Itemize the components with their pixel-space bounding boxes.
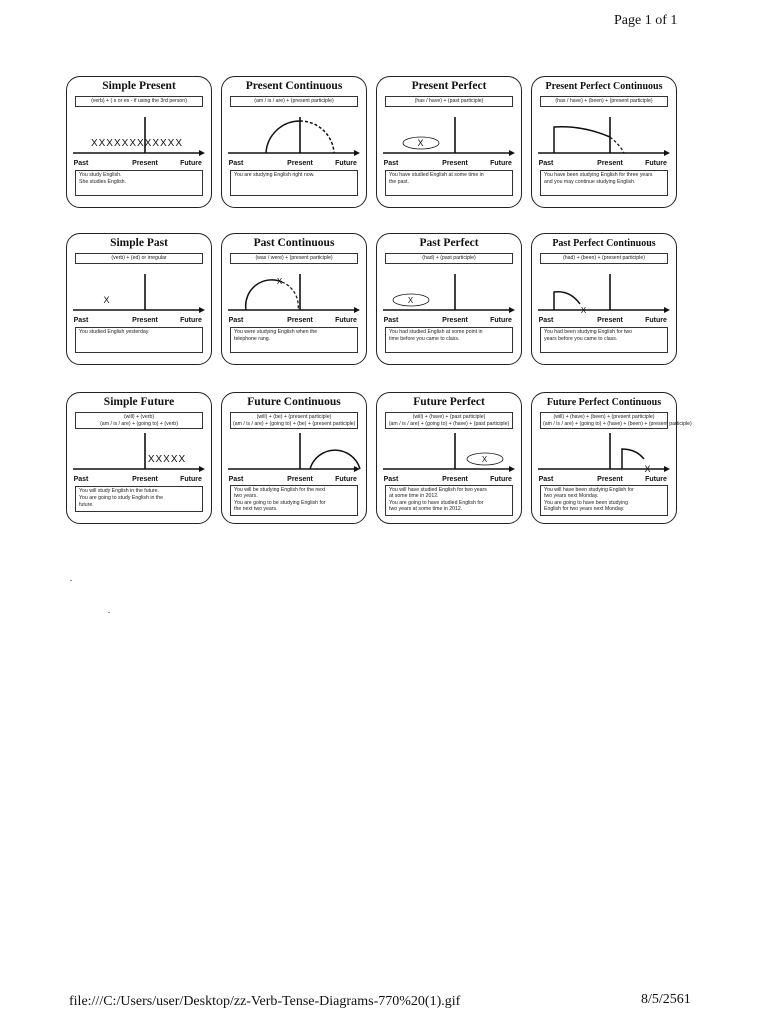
- example-line: at some time in 2012.: [389, 493, 439, 500]
- tense-formula: [540, 412, 692, 429]
- timeline-arrow: [199, 150, 205, 156]
- example-line: You studied English yesterday.: [79, 329, 150, 335]
- timeline-label-present: Present: [597, 160, 623, 167]
- example-sentence: [75, 327, 203, 353]
- tense-card-present-perfect: [376, 76, 522, 208]
- example-line: You will study English in the future.: [79, 488, 159, 494]
- event-mark: X: [580, 306, 588, 315]
- tense-title: Present Continuous: [245, 80, 343, 92]
- example-line: and you may continue studying English.: [544, 178, 636, 185]
- timeline-label-past: Past: [73, 476, 89, 483]
- tense-formula: [75, 412, 203, 429]
- timeline-label-future: Future: [335, 160, 357, 167]
- timeline-diagram: [71, 429, 207, 485]
- tense-card-future-perfect: [376, 392, 522, 524]
- example-line: You are going to be studying English for: [234, 499, 326, 506]
- timeline-label-present: Present: [132, 160, 158, 167]
- timeline-diagram: [536, 270, 672, 326]
- action-arc-interrupted: [282, 282, 298, 310]
- tense-card-future-continuous: [221, 392, 367, 524]
- tense-title: Future Perfect: [413, 396, 485, 408]
- timeline-label-present: Present: [132, 317, 158, 324]
- example-line: two years.: [234, 493, 258, 500]
- timeline-label-future: Future: [490, 476, 512, 483]
- event-mark: X: [407, 296, 415, 305]
- timeline-arrow: [354, 150, 360, 156]
- tense-title: Past Perfect: [419, 237, 479, 249]
- timeline-label-past: Past: [228, 160, 244, 167]
- example-line: You will have been studying English for: [544, 487, 634, 493]
- tense-title: Past Perfect Continuous: [552, 238, 656, 249]
- example-sentence: [540, 485, 668, 516]
- example-sentence: [385, 327, 513, 353]
- timeline-label-present: Present: [442, 160, 468, 167]
- formula-line: (had) + (been) + (present participle): [563, 255, 645, 261]
- formula-line: (am / is / are) + (going to) + (have) + (been) + (present participle): [543, 420, 692, 427]
- formula-line: (will) + (be) + (present participle): [256, 414, 332, 420]
- tense-formula: [540, 96, 668, 107]
- timeline-diagram: [226, 113, 362, 169]
- timeline-label-present: Present: [132, 476, 158, 483]
- example-line: years before you came to class.: [544, 335, 618, 342]
- timeline-label-present: Present: [287, 160, 313, 167]
- formula-line: (has / have) + (been) + (present participle): [555, 98, 653, 104]
- formula-line: (has / have) + (past participle): [414, 98, 484, 104]
- timeline-label-past: Past: [538, 476, 554, 483]
- timeline-diagram: [536, 429, 672, 485]
- tense-formula: [230, 253, 358, 264]
- example-sentence: [230, 170, 358, 196]
- timeline-diagram: [381, 270, 517, 326]
- page-number: Page 1 of 1: [614, 13, 678, 28]
- example-line: the next two years.: [234, 506, 278, 513]
- example-line: You were studying English when the: [234, 329, 318, 335]
- timeline-arrow: [509, 466, 515, 472]
- tense-title: Simple Past: [110, 237, 168, 249]
- timeline-label-present: Present: [442, 476, 468, 483]
- timeline-arrow: [509, 150, 515, 156]
- example-sentence: [230, 485, 358, 516]
- timeline-arrow: [354, 307, 360, 313]
- tense-formula: [230, 96, 358, 107]
- timeline-label-past: Past: [538, 160, 554, 167]
- timeline-label-future: Future: [180, 160, 202, 167]
- example-sentence: [540, 170, 668, 196]
- action-curve: [554, 127, 610, 153]
- timeline-diagram: [226, 270, 362, 326]
- event-mark: X: [481, 455, 489, 464]
- example-line: You will have studied English for two years: [389, 487, 487, 493]
- tense-title: Present Perfect Continuous: [545, 81, 663, 92]
- example-line: two years at some time in 2012.: [389, 506, 463, 513]
- example-line: You are studying English right now.: [234, 172, 315, 178]
- example-sentence: [385, 170, 513, 196]
- timeline-label-past: Past: [73, 160, 89, 167]
- example-sentence: [75, 486, 203, 512]
- tense-title: Simple Present: [102, 80, 176, 92]
- timeline-arrow: [199, 466, 205, 472]
- tense-card-simple-future: [66, 392, 212, 524]
- file-path: file:///C:/Users/user/Desktop/zz-Verb-Tense-Diagrams-770%20(1).gif: [69, 994, 461, 1009]
- timeline-arrow: [664, 307, 670, 313]
- timeline-diagram: [71, 270, 207, 326]
- tense-card-future-perfect-continuous: [531, 392, 692, 524]
- tense-title: Present Perfect: [411, 80, 487, 92]
- timeline-arrow: [199, 307, 205, 313]
- formula-line: (verb) + ( s or es - if using the 3rd person): [91, 98, 187, 104]
- event-mark: XXXXXXXXXXXX: [90, 138, 184, 149]
- tense-formula: [385, 412, 513, 429]
- timeline-diagram: [381, 113, 517, 169]
- formula-line: (was / were) + (present participle): [255, 255, 333, 261]
- tense-title: Simple Future: [103, 396, 175, 408]
- scan-speck: [70, 580, 72, 581]
- formula-line: (am / is / are) + (going to) + (be) + (present participle): [233, 420, 356, 427]
- example-sentence: [540, 327, 668, 353]
- timeline-diagram: [381, 429, 517, 485]
- timeline-label-future: Future: [490, 317, 512, 324]
- example-line: telephone rang.: [234, 335, 271, 342]
- action-arc-continuing: [300, 121, 334, 153]
- timeline-label-future: Future: [490, 160, 512, 167]
- timeline-diagram: [71, 113, 207, 169]
- tense-title: Past Continuous: [253, 237, 335, 249]
- example-line: You will be studying English for the next: [234, 487, 326, 493]
- timeline-label-present: Present: [597, 317, 623, 324]
- timeline-label-future: Future: [645, 160, 667, 167]
- timeline-label-present: Present: [287, 317, 313, 324]
- action-arc: [310, 450, 360, 469]
- formula-line: (verb) + (ed) or irregular: [111, 255, 167, 261]
- example-line: She studies English.: [79, 178, 127, 185]
- tense-formula: [385, 253, 513, 264]
- timeline-label-past: Past: [73, 317, 89, 324]
- example-line: the past.: [389, 178, 409, 185]
- example-line: You are going to have studied English for: [389, 499, 484, 506]
- formula-line: (am / is / are) + (going to) + (verb): [100, 420, 178, 427]
- example-line: You study English.: [79, 172, 122, 178]
- timeline-label-past: Past: [228, 476, 244, 483]
- formula-line: (will) + (have) + (past participle): [412, 414, 486, 420]
- example-line: English for two years next Monday.: [544, 506, 625, 513]
- tense-card-simple-past: [66, 233, 212, 365]
- timeline-label-future: Future: [180, 476, 202, 483]
- timeline-label-past: Past: [228, 317, 244, 324]
- example-line: You are going to have been studying: [544, 499, 629, 506]
- tense-card-past-perfect-continuous: [531, 233, 677, 365]
- action-curve: [622, 449, 644, 469]
- example-sentence: [230, 327, 358, 353]
- timeline-label-past: Past: [538, 317, 554, 324]
- example-sentence: [385, 485, 513, 516]
- tense-title: Future Perfect Continuous: [546, 397, 662, 408]
- tense-formula: [385, 96, 513, 107]
- timeline-label-future: Future: [180, 317, 202, 324]
- tense-card-simple-present: [66, 76, 212, 208]
- event-mark: X: [276, 277, 284, 286]
- timeline-label-future: Future: [335, 317, 357, 324]
- tense-title: Future Continuous: [247, 396, 341, 408]
- example-sentence: [75, 170, 203, 196]
- action-arc: [266, 121, 300, 153]
- scan-speck: [108, 612, 110, 613]
- example-line: future.: [79, 501, 94, 508]
- example-line: You had studied English at some point in: [389, 329, 483, 335]
- formula-line: (am / is / are) + (going to) + (have) + (past participle): [388, 420, 510, 427]
- example-line: You had been studying English for two: [544, 329, 633, 335]
- tense-card-past-continuous: [221, 233, 367, 365]
- formula-line: (will) + (have) + (been) + (present participle): [553, 414, 655, 420]
- timeline-label-future: Future: [645, 317, 667, 324]
- tense-formula: [540, 253, 668, 264]
- timeline-diagram: [226, 429, 362, 485]
- timeline-arrow: [664, 466, 670, 472]
- timeline-label-present: Present: [287, 476, 313, 483]
- example-line: You have studied English at some time in: [389, 172, 484, 178]
- timeline-diagram: [536, 113, 672, 169]
- event-mark: X: [644, 464, 652, 474]
- timeline-label-future: Future: [335, 476, 357, 483]
- timeline-arrow: [664, 150, 670, 156]
- event-mark: XXXXX: [147, 454, 187, 465]
- tense-card-present-perfect-continuous: [531, 76, 677, 208]
- timeline-arrow: [509, 307, 515, 313]
- event-mark: X: [417, 138, 425, 148]
- timeline-label-future: Future: [645, 476, 667, 483]
- timeline-label-past: Past: [383, 476, 399, 483]
- print-date: 8/5/2561: [641, 992, 691, 1007]
- timeline-label-past: Past: [383, 160, 399, 167]
- timeline-label-present: Present: [597, 476, 623, 483]
- formula-line: (will) + (verb): [123, 414, 155, 420]
- example-line: two years next Monday.: [544, 493, 599, 500]
- tense-card-present-continuous: [221, 76, 367, 208]
- action-curve: [554, 292, 580, 310]
- event-mark: X: [103, 295, 111, 305]
- example-line: time before you came to class.: [389, 335, 460, 342]
- example-line: You are going to study English in the: [79, 494, 164, 501]
- action-curve-continuing: [610, 137, 624, 153]
- timeline-label-present: Present: [442, 317, 468, 324]
- tense-formula: [75, 253, 203, 264]
- tense-formula: [230, 412, 358, 429]
- formula-line: (had) + (past participle): [422, 255, 476, 261]
- tense-formula: [75, 96, 203, 107]
- tense-card-past-perfect: [376, 233, 522, 365]
- formula-line: (am / is / are) + (present participle): [254, 98, 334, 104]
- timeline-label-past: Past: [383, 317, 399, 324]
- example-line: You have been studying English for three years: [544, 172, 653, 178]
